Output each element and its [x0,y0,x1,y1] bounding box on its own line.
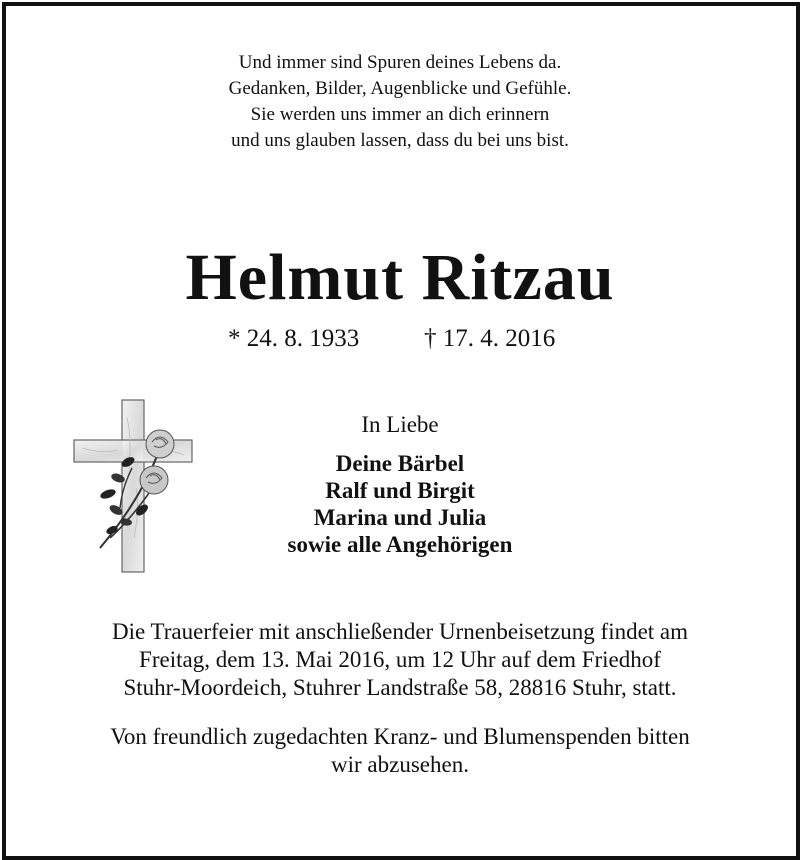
flowers-line: Von freundlich zugedachten Kranz- und Blumenspenden bitten [110,724,690,749]
death-date: † 17. 4. 2016 [424,325,556,352]
ceremony-line: Stuhr-Moordeich, Stuhrer Landstraße 58, 28816 Stuhr, statt. [123,675,677,700]
poem-line: und uns glauben lassen, dass du bei uns bist. [231,130,569,151]
flowers-line: wir abzusehen. [331,752,469,777]
mourner-name: sowie alle Angehörigen [287,532,513,557]
ceremony-notice [20,618,780,702]
cross-with-roses-icon [72,398,196,576]
in-love-label: In Liebe [361,412,439,437]
flowers-note [20,723,780,779]
ceremony-line: Die Trauerfeier mit anschließender Urnenbeisetzung findet am [111,619,689,644]
mourner-name: Ralf und Birgit [325,478,475,503]
mourner-name: Deine Bärbel [335,451,465,476]
birth-date: * 24. 8. 1933 [228,325,360,352]
ceremony-line: Freitag, dem 13. Mai 2016, um 12 Uhr auf dem Friedhof [139,647,661,672]
mourners-list [200,450,600,558]
memorial-poem [0,50,800,154]
poem-line: Sie werden uns immer an dich erinnern [250,104,550,125]
poem-line: Und immer sind Spuren deines Lebens da. [238,52,562,73]
poem-line: Gedanken, Bilder, Augenblicke und Gefühle. [228,78,572,99]
mourner-name: Marina und Julia [313,505,487,530]
deceased-name: Helmut Ritzau [185,241,615,314]
